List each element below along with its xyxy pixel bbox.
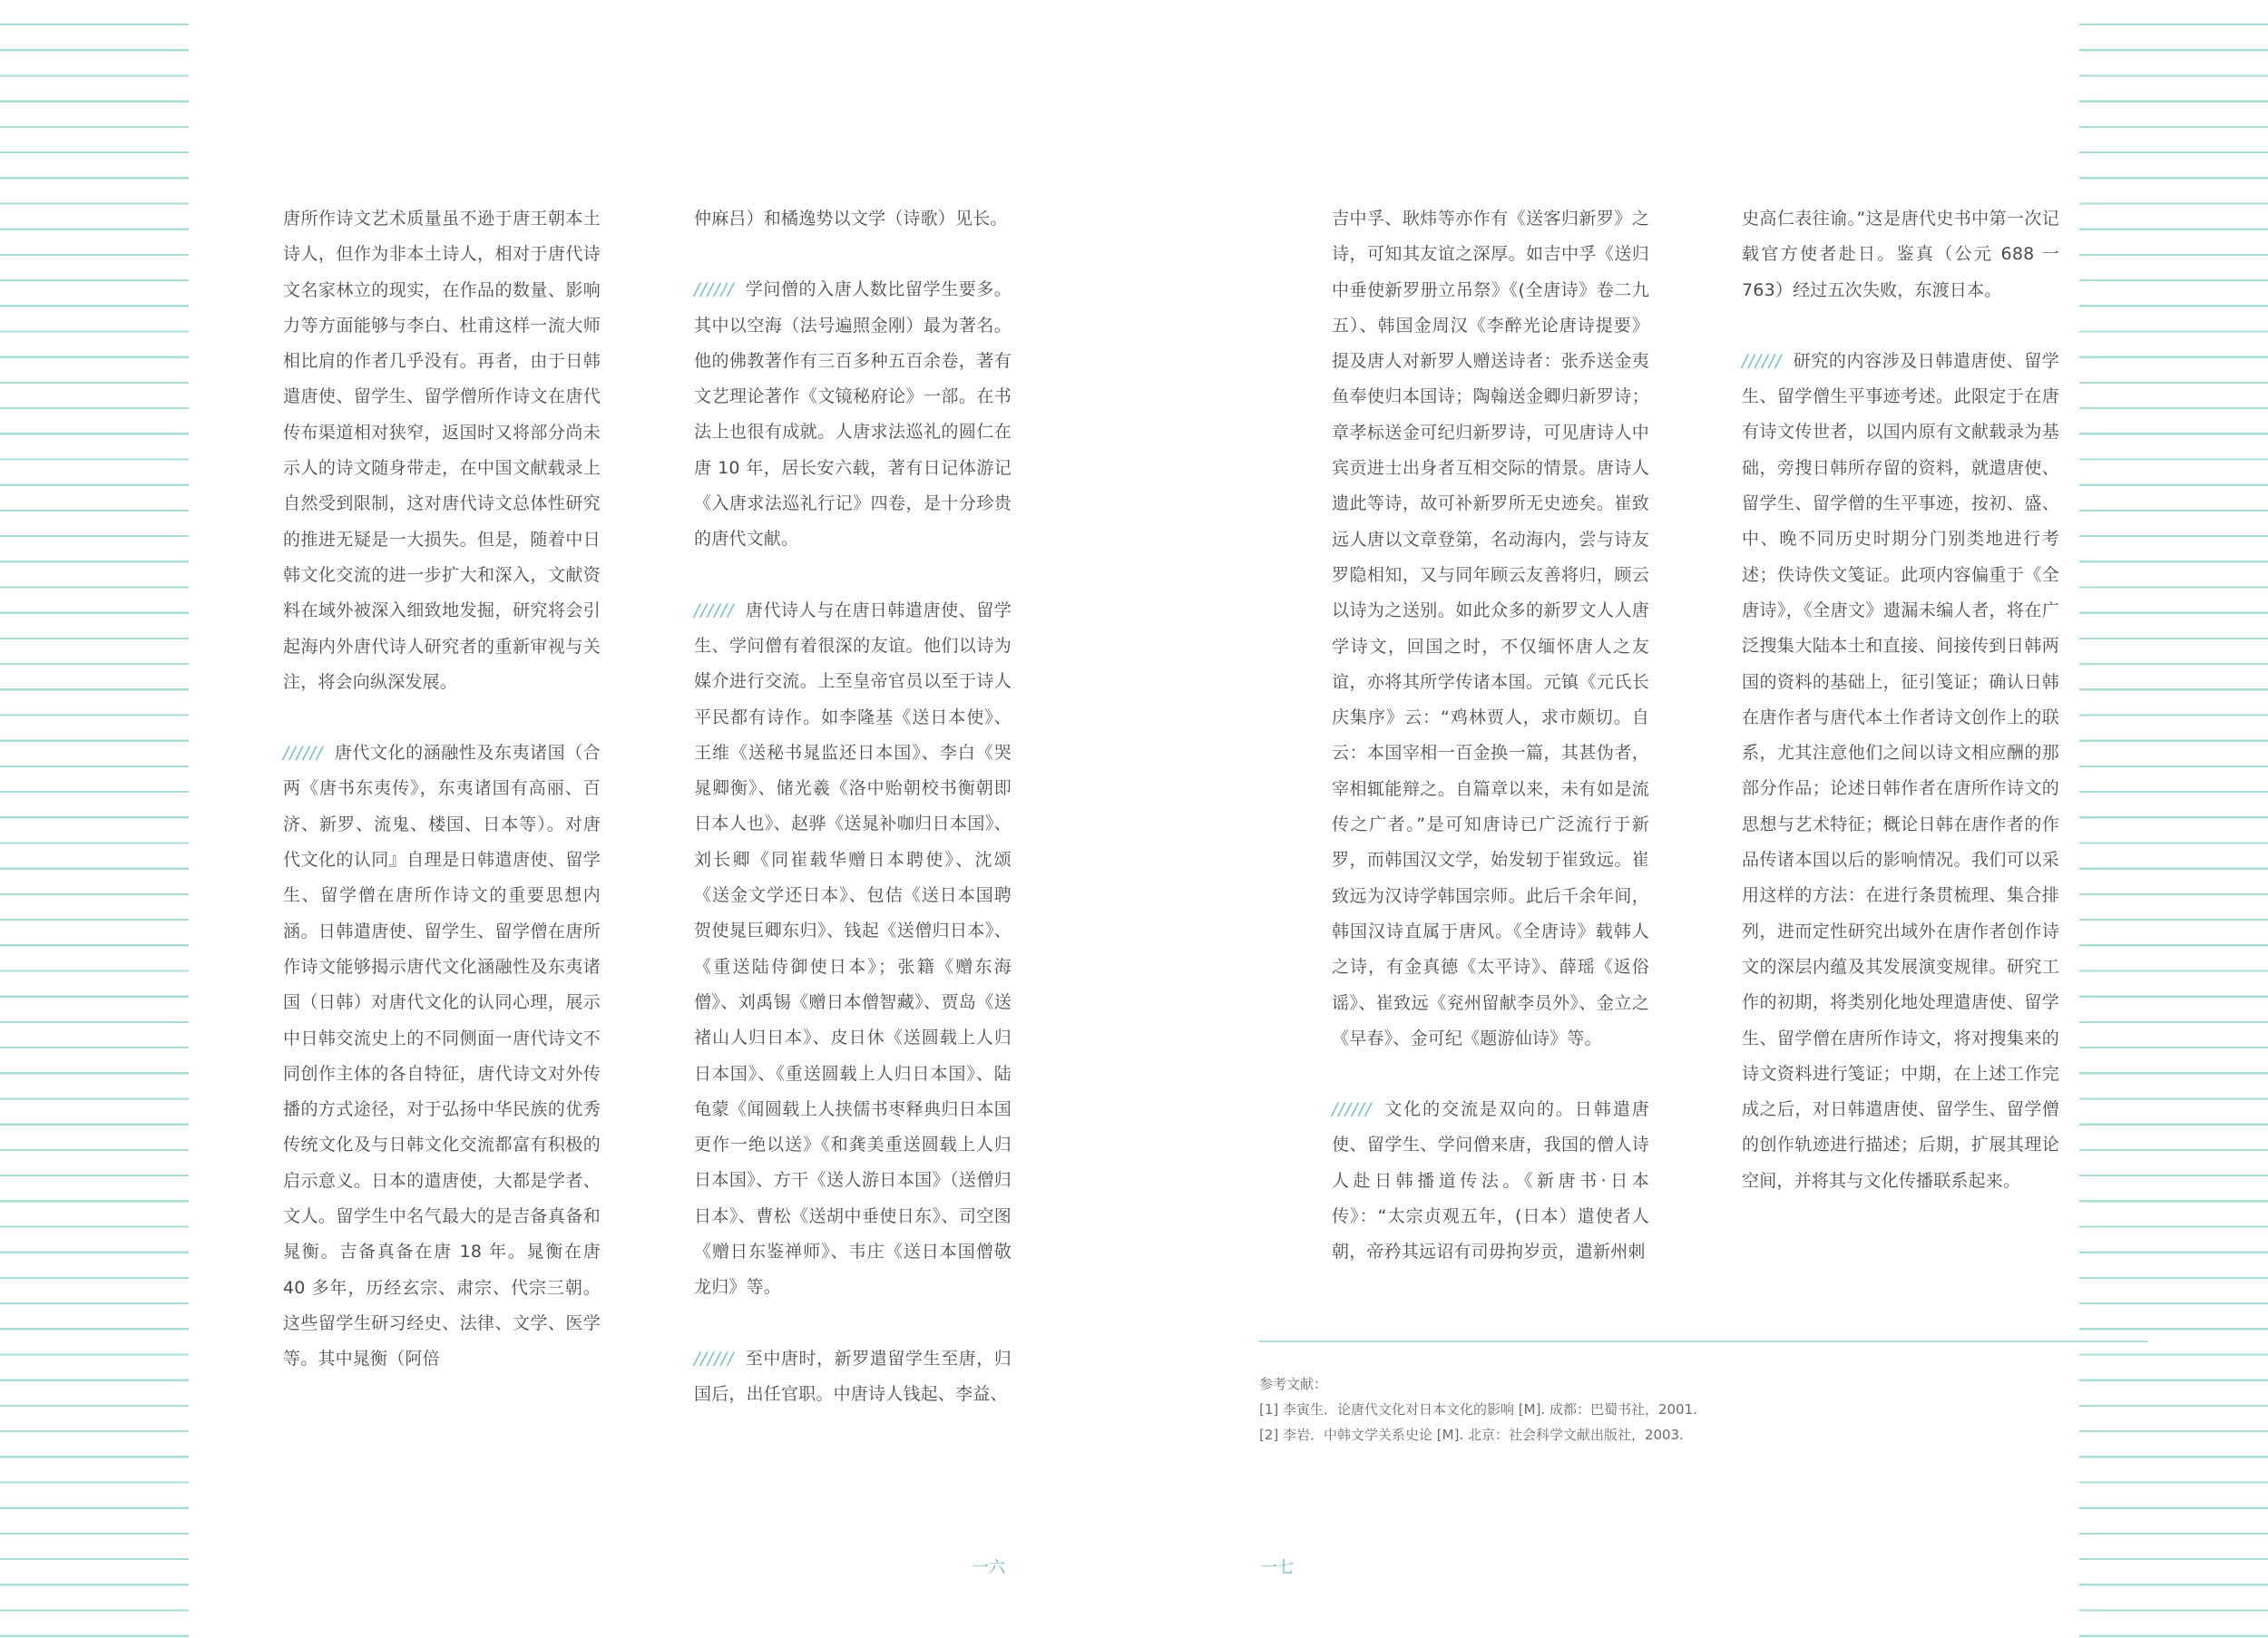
reference-item: [2] 李岩．中韩文学关系史论 [M]. 北京：社会科学文献出版社，2003. (1259, 1427, 1684, 1443)
page-number-left: 一六 (973, 1558, 1005, 1577)
paragraph-mark: ////// (694, 1348, 735, 1369)
paragraph (283, 736, 601, 1377)
references-divider (1259, 1341, 2148, 1342)
page-number-right: 一七 (1261, 1558, 1294, 1577)
paragraph-text: 研究的内容涉及日韩遣唐使、留学生、留学僧生平事迹考述。此限定于在唐有诗文传世者，以国内原有文献载录为基础，旁搜日韩所存留的资料，就遣唐使、留学生、留学僧的生平事迹，按初、盛、中、晚不同历史时期分门别类地进行考述；佚诗佚文笺证。此项内容偏重于《全唐诗》，《全唐文》遗漏未编人者，将在广泛搜集大陆本土和直接、间接传到日韩两国的资料的基础上，征引笺证；确认日韩在唐作者与唐代本土作者诗文创作上的联系，尤其注意他们之间以诗文相应酬的那部分作品；论述日韩作者在唐所作诗文的思想与艺术特征；概论日韩在唐作者的作品传诸本国以后的影响情况。我们可以采用这样的方法：在进行条贯梳理、集合排列，进而定性研究出域外在唐作者创作诗文的深层内蕴及其发展演变规律。研究工作的初期，将类别化地处理遣唐使、留学生、留学僧在唐所作诗文，将对搜集来的诗文资料进行笺证；中期，在上述工作完成之后，对日韩遣唐使、留学生、留学僧的创作轨迹进行描述；后期，扩展其理论空间，并将其与文化传播联系起来。 (1742, 350, 2059, 1191)
right-edge-ruled-lines (2079, 0, 2268, 1638)
right-page-column-1 (1332, 201, 1649, 1271)
right-page-column-2 (1742, 201, 2059, 1199)
paragraph-text: 唐所作诗文艺术质量虽不逊于唐王朝本土诗人，但作为非本土诗人，相对于唐代诗文名家林立的现实，在作品的数量、影响力等方面能够与李白、杜甫这样一流大师相比肩的作者几乎没有。再者，由于日韩遣唐使、留学生、留学僧所作诗文在唐代传布渠道相对狭窄，返国时又将部分尚未示人的诗文随身带走，在中国文献载录上自然受到限制，这对唐代诗文总体性研究的推进无疑是一大损失。但是，随着中日韩文化交流的进一步扩大和深入，文献资料在域外被深入细致地发掘，研究将会引起海内外唐代诗人研究者的重新审视与关注，将会向纵深发展。 (283, 209, 601, 692)
left-page-column-1 (283, 201, 601, 1378)
paragraph-mark: ////// (694, 279, 735, 300)
paragraph-mark: ////// (1742, 350, 1783, 371)
paragraph (694, 1341, 1012, 1413)
paragraph (694, 201, 1012, 237)
paragraph-mark: ////// (1332, 1099, 1373, 1120)
paragraph-text: 至中唐时，新罗遣留学生至唐，归国后，出任官职。中唐诗人钱起、李益、 (694, 1348, 1012, 1404)
paragraph-text: 学问僧的入唐人数比留学生要多。其中以空海（法号遍照金刚）最为著名。他的佛教著作有三百多种五百余卷，著有文艺理论著作《文镜秘府论》一部。在书法上也很有成就。人唐求法巡礼的圆仁在唐 10 年，居长安六载，著有日记体游记《入唐求法巡礼行记》四卷，是十分珍贵的唐代文献。 (694, 279, 1012, 550)
paragraph (1332, 1092, 1649, 1270)
paragraph-text: 文化的交流是双向的。日韩遣唐使、留学生、学问僧来唐，我国的僧人诗人赴日韩播道传法。《新唐书·日本传》：“太宗贞观五年，(日本）遣使者人朝，帝矜其远诏有司毋拘岁贡，遣新州刺 (1332, 1099, 1649, 1263)
left-page-column-2 (694, 201, 1012, 1412)
left-edge-ruled-lines (0, 0, 189, 1638)
paragraph (1742, 201, 2059, 308)
reference-item: [1] 李寅生．论唐代文化对日本文化的影响 [M]. 成都：巴蜀书社，2001. (1259, 1401, 1697, 1418)
references (1259, 1371, 1894, 1448)
paragraph-text: 仲麻吕）和橘逸势以文学（诗歌）见长。 (694, 209, 1008, 229)
paragraph (283, 201, 601, 700)
paragraph (1742, 344, 2059, 1199)
paragraph-mark: ////// (694, 600, 735, 620)
paragraph (694, 593, 1012, 1306)
paragraph-mark: ////// (283, 743, 324, 764)
paragraph-text: 唐代诗人与在唐日韩遣唐使、留学生、学问僧有着很深的友谊。他们以诗为媒介进行交流。上至皇帝官员以至于诗人平民都有诗作。如李隆基《送日本使》、王维《送秘书晁监还日本国》、李白《哭晁卿衡》、储光羲《洛中贻朝校书衡朝即日本人也》、赵骅《送晁补咖归日本国》、刘长卿《同崔载华赠日本聘使》、沈颂《送金文学还日本》、包佶《送日本国聘贺使晁巨卿东归》、钱起《送僧归日本》、《重送陆侍御使日本》；张籍《赠东海僧》、刘禹锡《赠日本僧智藏》、贾岛《送褚山人归日本》、皮日休《送圆载上人归日本国》、《重送圆载上人归日本国》、陆龟蒙《闻圆载上人挟儒书枣释典归日本国更作一绝以送》《和龚美重送圆载上人归日本国》、方干《送人游日本国》（送僧归日本》、曹松《送胡中垂使日东》、司空图《赠日东鉴禅师》、韦庄《送日本国僧敬龙归》等。 (694, 600, 1012, 1298)
references-heading: 参考文献： (1259, 1376, 1328, 1392)
paragraph-text: 史高仁表往谕。”这是唐代史书中第一次记载官方使者赴日。鉴真（公元 688 一 763）经过五次失败，东渡日本。 (1742, 209, 2059, 300)
paragraph-text: 吉中孚、耿炜等亦作有《送客归新罗》之诗，可知其友谊之深厚。如吉中孚《送归中垂使新罗册立吊祭》《(全唐诗》卷二九五）、韩国金周汉《李醉光论唐诗提要》提及唐人对新罗人赠送诗者：张乔送金夷鱼奉使归本国诗；陶翰送金卿归新罗诗；章孝标送金可纪归新罗诗，可见唐诗人中宾贡进士出身者互相交际的情景。唐诗人遗此等诗，故可补新罗所无史迹矣。崔致远人唐以文章登第，名动海内，尝与诗友罗隐相知，又与同年顾云友善将归，顾云以诗为之送别。如此众多的新罗文人人唐学诗文，回国之时，不仅缅怀唐人之友谊，亦将其所学传诸本国。元镇《元氏长庆集序》云：“鸡林贾人，求市颇切。自云：本国宰相一百金换一篇，其甚伪者，宰相辄能辩之。自篇章以来，未有如是流传之广者。”是可知唐诗已广泛流行于新罗，而韩国汉文学，始发轫于崔致远。崔致远为汉诗学韩国宗师。此后千余年间，韩国汉诗直属于唐风。《全唐诗》载韩人之诗，有金真德《太平诗》、薛瑶《返俗谣》、崔致远《兖州留献李员外》、金立之《早春》、金可纪《题游仙诗》等。 (1332, 209, 1649, 1048)
paragraph (1332, 201, 1649, 1057)
paragraph-text: 唐代文化的涵融性及东夷诸国（合两《唐书东夷传》，东夷诸国有高丽、百济、新罗、流鬼、楼国、日本等）。对唐代文化的认同』自理是日韩遣唐使、留学生、留学僧在唐所作诗文的重要思想内涵。日韩遣唐使、留学生、留学僧在唐所作诗文能够揭示唐代文化涵融性及东夷诸国（日韩）对唐代文化的认同心理，展示中日韩交流史上的不同侧面一唐代诗文不同创作主体的各自特征，唐代诗文对外传播的方式途径，对于弘扬中华民族的优秀传统文化及与日韩文化交流都富有积极的启示意义。日本的遣唐使，大都是学者、文人。留学生中名气最大的是吉备真备和晁衡。吉备真备在唐 18 年。晁衡在唐 40 多年，历经玄宗、肃宗、代宗三朝。这些留学生研习经史、法律、文学、医学等。其中晁衡（阿倍 (283, 743, 601, 1370)
paragraph (694, 272, 1012, 557)
